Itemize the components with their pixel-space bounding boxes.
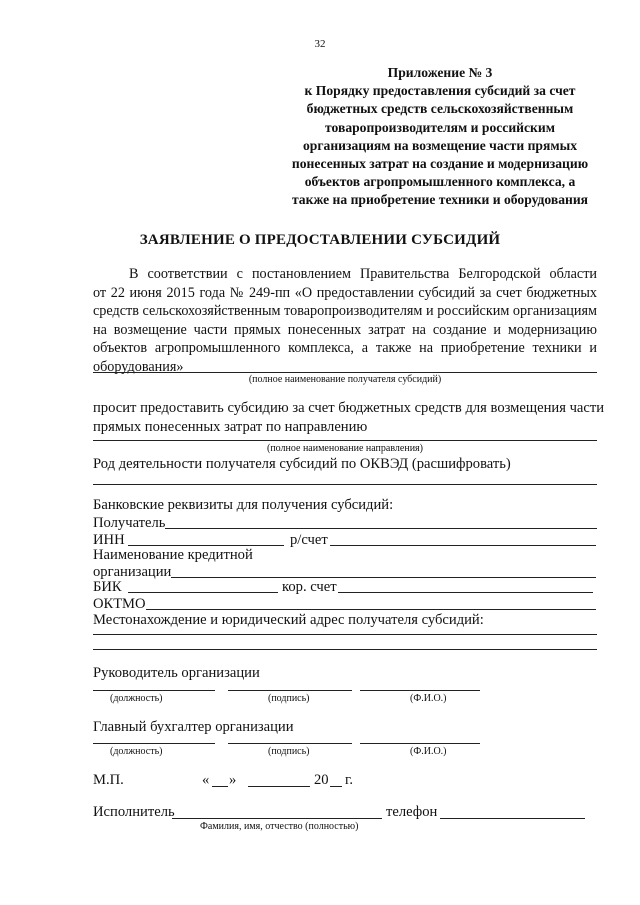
accountant-label: Главный бухгалтер организации [93,719,294,735]
head-signature-caption: (подпись) [268,693,310,704]
accountant-signature-caption: (подпись) [268,746,310,757]
head-label: Руководитель организации [93,665,260,681]
intro-line: от 22 июня 2015 года № 249-пп «О предоставлении субсидий за счет бюджетных [93,284,597,301]
appendix-line: товаропроизводителям и российским [325,119,555,135]
phone-label: телефон [386,804,438,820]
appendix-line: Приложение № 3 [387,65,493,80]
address-field[interactable] [93,649,597,650]
page-number: 32 [314,38,326,50]
oktmo-label: ОКТМО [93,596,146,612]
executor-caption: Фамилия, имя, отчество (полностью) [200,821,359,832]
corr-account-field[interactable] [338,592,593,593]
oktmo-field[interactable] [146,609,596,610]
executor-label: Исполнитель [93,804,175,820]
date-month-field[interactable] [248,786,310,787]
intro-line: на возмещение части прямых понесенных затрат на создание и модернизацию [93,321,597,338]
bik-field[interactable] [128,592,278,593]
head-position-field[interactable] [93,690,215,691]
recipient-field[interactable] [165,528,597,529]
appendix-line: также на приобретение техники и оборудования [291,192,589,208]
inn-label: ИНН [93,532,125,548]
address-field[interactable] [93,634,597,635]
executor-name-field[interactable] [172,818,382,819]
direction-caption: (полное наименование направления) [267,443,423,454]
request-line: прямых понесенных затрат по направлению [93,419,368,435]
bik-label: БИК [93,579,122,595]
activity-field[interactable] [93,484,597,485]
account-label: р/счет [290,532,328,548]
date-quote-close: » [229,772,237,788]
accountant-position-caption: (должность) [110,746,163,757]
account-field[interactable] [330,545,596,546]
accountant-name-caption: (Ф.И.О.) [410,746,447,757]
appendix-header [280,64,600,210]
request-line: просит предоставить субсидию за счет бюджетных средств для возмещения части [93,400,605,416]
date-quote-open: « [202,772,210,788]
intro-line: объектов агропромышленного комплекса, а также на приобретение техники и [93,340,597,357]
head-position-caption: (должность) [110,693,163,704]
date-year-field[interactable] [330,786,342,787]
appendix-line: организациям на возмещение части прямых [303,137,577,153]
document-title: ЗАЯВЛЕНИЕ О ПРЕДОСТАВЛЕНИИ СУБСИДИЙ [139,232,501,248]
bank-heading: Банковские реквизиты для получения субсидий: [93,497,394,513]
intro-paragraph [93,265,597,377]
intro-line: В соответствии с постановлением Правительства Белгородской области [129,266,597,282]
address-label: Местонахождение и юридический адрес получателя субсидий: [93,612,484,628]
credit-org-label: Наименование кредитной [93,547,253,563]
date-year-suffix: г. [345,772,353,788]
head-name-field[interactable] [360,690,480,691]
appendix-line: понесенных затрат на создание и модернизацию [291,156,589,172]
head-signature-field[interactable] [228,690,352,691]
credit-org-label: организации [93,564,172,580]
credit-org-field[interactable] [171,577,596,578]
direction-field[interactable] [93,440,597,441]
activity-label: Род деятельности получателя субсидий по ОКВЭД (расшифровать) [93,456,511,472]
intro-line: средств сельскохозяйственным товаропроизводителям и российским организациям [93,303,597,320]
accountant-name-field[interactable] [360,743,480,744]
head-name-caption: (Ф.И.О.) [410,693,447,704]
appendix-line: объектов агропромышленного комплекса, а [304,174,576,190]
date-year-prefix: 20 [314,772,329,788]
stamp-label: М.П. [93,772,124,788]
phone-field[interactable] [440,818,585,819]
appendix-line: к Порядку предоставления субсидий за счет [304,83,576,99]
recipient-label: Получатель [93,515,166,531]
accountant-signature-field[interactable] [228,743,352,744]
inn-field[interactable] [128,545,284,546]
accountant-position-field[interactable] [93,743,215,744]
recipient-name-field[interactable] [93,372,597,373]
date-day-field[interactable] [212,786,228,787]
corr-account-label: кор. счет [282,579,337,595]
intro-line: оборудования» [93,358,184,375]
appendix-line: бюджетных средств сельскохозяйственным [306,101,574,117]
recipient-name-caption: (полное наименование получателя субсидий) [248,374,442,385]
